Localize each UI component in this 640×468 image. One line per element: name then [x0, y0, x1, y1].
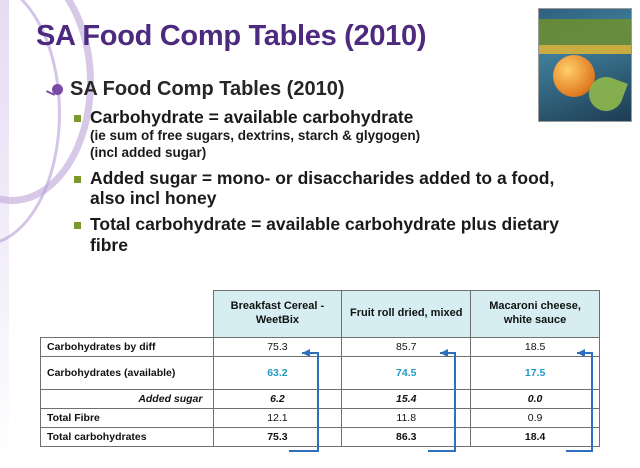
column-header-fruit-roll: Fruit roll dried, mixed: [342, 291, 471, 338]
table-row: [41, 338, 600, 357]
cell-carbs-by-diff-fruitroll: 85.7: [342, 338, 471, 357]
cell-added-sugar-fruitroll: 15.4: [342, 390, 471, 409]
bullet-total-carbohydrate: [74, 214, 572, 255]
row-label-added-sugar: Added sugar: [41, 390, 214, 409]
cell-carbs-available-weetbix: 63.2: [213, 357, 342, 390]
bullet-added-sugar: [74, 168, 572, 209]
cell-carbs-by-diff-weetbix: 75.3: [213, 338, 342, 357]
bullet-added-sugar-label: Added sugar = mono- or disaccharides added to a food, also incl honey: [90, 167, 555, 208]
square-bullet-icon: [74, 168, 90, 183]
page-title: SA Food Comp Tables (2010): [36, 20, 427, 52]
square-bullet-icon: [74, 107, 90, 122]
table-header: [41, 291, 600, 338]
cell-total-carbs-macaroni: 18.4: [471, 428, 600, 447]
column-header-weetbix: Breakfast Cereal - WeetBix: [213, 291, 342, 338]
row-label-total-fibre: Total Fibre: [41, 409, 214, 428]
table-corner-cell: [41, 291, 214, 338]
square-bullet-icon: [74, 214, 90, 229]
bullet-level1-label: SA Food Comp Tables (2010): [70, 78, 345, 100]
table-row: [41, 390, 600, 409]
cell-carbs-available-macaroni: 17.5: [471, 357, 600, 390]
cell-added-sugar-weetbix: 6.2: [213, 390, 342, 409]
food-composition-table-wrapper: [40, 290, 600, 447]
cell-total-fibre-fruitroll: 11.8: [342, 409, 471, 428]
row-label-total-carbohydrates: Total carbohydrates: [41, 428, 214, 447]
cover-band-green: [539, 19, 631, 45]
column-header-macaroni: Macaroni cheese, white sauce: [471, 291, 600, 338]
cell-total-fibre-weetbix: 12.1: [213, 409, 342, 428]
row-label-carbs-by-diff: Carbohydrates by diff: [41, 338, 214, 357]
bullet-carbohydrate-label: Carbohydrate = available carbohydrate: [90, 107, 414, 127]
bullet-list: [52, 78, 572, 261]
bullet-carbohydrate: [74, 107, 572, 162]
pin-icon: [52, 78, 70, 95]
bullet-level1: [52, 78, 572, 101]
cell-total-carbs-fruitroll: 86.3: [342, 428, 471, 447]
cover-band-gold: [539, 45, 631, 54]
table-row: [41, 357, 600, 390]
bullet-carbohydrate-sub-line2: (incl added sugar): [90, 145, 207, 161]
cell-added-sugar-macaroni: 0.0: [471, 390, 600, 409]
bullet-carbohydrate-sub-line1: (ie sum of free sugars, dextrins, starch & glygogen): [90, 128, 421, 144]
table-header-row: [41, 291, 600, 338]
table-row: [41, 428, 600, 447]
bullet-total-carbohydrate-label: Total carbohydrate = available carbohydrate plus dietary fibre: [90, 214, 559, 255]
cell-total-fibre-macaroni: 0.9: [471, 409, 600, 428]
food-composition-table: [40, 290, 600, 447]
cell-carbs-by-diff-macaroni: 18.5: [471, 338, 600, 357]
row-label-carbs-available: Carbohydrates (available): [41, 357, 214, 390]
cell-carbs-available-fruitroll: 74.5: [342, 357, 471, 390]
table-body: [41, 338, 600, 447]
table-row: [41, 409, 600, 428]
cell-total-carbs-weetbix: 75.3: [213, 428, 342, 447]
